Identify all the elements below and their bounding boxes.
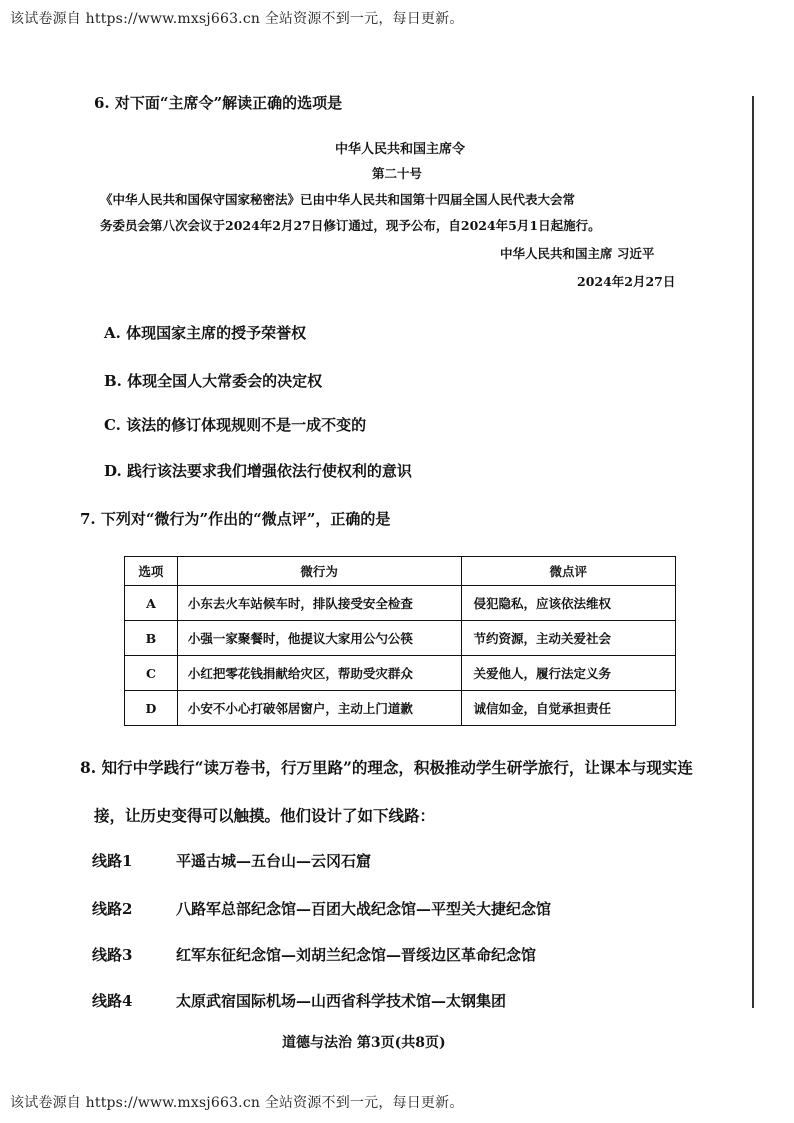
route-path: 红军东征纪念馆—刘胡兰纪念馆—晋绥边区革命纪念馆: [176, 946, 537, 964]
table-cell-option: D: [125, 691, 178, 726]
route-path: 八路军总部纪念馆—百团大战纪念馆—平型关大捷纪念馆: [176, 900, 552, 918]
table-cell-behavior: 小东去火车站候车时，排队接受安全检查: [177, 586, 461, 621]
table-cell-comment: 节约资源，主动关爱社会: [461, 621, 675, 656]
table-cell-option: A: [125, 586, 178, 621]
decree-date: 2024年2月27日: [577, 274, 676, 289]
table-cell-behavior: 小强一家聚餐时，他提议大家用公勺公筷: [177, 621, 461, 656]
question-6-option-d: D. 践行该法要求我们增强依法行使权利的意识: [104, 462, 412, 480]
route-path: 太原武宿国际机场—山西省科学技术馆—太钢集团: [176, 992, 507, 1010]
question-8-stem-line-1: 8. 知行中学践行“读万卷书，行万里路”的理念，积极推动学生研学旅行，让课本与现实连: [80, 758, 693, 777]
decree-body-line-1: 《中华人民共和国保守国家秘密法》已由中华人民共和国第十四届全国人民代表大会常: [100, 192, 576, 207]
table-cell-behavior: 小安不小心打破邻居窗户，主动上门道歉: [177, 691, 461, 726]
question-6-option-b: B. 体现全国人大常委会的决定权: [104, 372, 323, 390]
watermark-bottom: 该试卷源自 https://www.mxsj663.cn 全站资源不到一元，每日更新。: [10, 1095, 464, 1111]
question-6-option-a: A. 体现国家主席的授予荣誉权: [104, 324, 307, 342]
route-label: 线路4: [92, 992, 133, 1010]
margin-rule: [752, 96, 754, 1008]
table-row: [125, 621, 676, 656]
table-cell-behavior: 小红把零花钱捐献给灾区，帮助受灾群众: [177, 656, 461, 691]
watermark-top: 该试卷源自 https://www.mxsj663.cn 全站资源不到一元，每日更新。: [10, 11, 464, 27]
table-cell-option: B: [125, 621, 178, 656]
route-path: 平遥古城—五台山—云冈石窟: [176, 852, 372, 870]
route-label: 线路1: [92, 852, 133, 870]
decree-body-line-2: 务委员会第八次会议于2024年2月27日修订通过，现予公布，自2024年5月1日起施行。: [100, 218, 601, 233]
question-7-table: [124, 556, 676, 726]
question-6-option-c: C. 该法的修订体现规则不是一成不变的: [104, 416, 367, 434]
table-header-behavior: 微行为: [177, 557, 461, 586]
route-label: 线路2: [92, 900, 133, 918]
table-header-row: [125, 557, 676, 586]
table-row: [125, 691, 676, 726]
question-6-stem: 6. 对下面“主席令”解读正确的选项是: [94, 94, 343, 112]
table-cell-comment: 侵犯隐私，应该依法维权: [461, 586, 675, 621]
table-cell-comment: 关爱他人，履行法定义务: [461, 656, 675, 691]
question-8-stem-line-2: 接，让历史变得可以触摸。他们设计了如下线路：: [94, 806, 436, 825]
decree-number: 第二十号: [372, 166, 423, 181]
decree-signature: 中华人民共和国主席 习近平: [500, 246, 655, 261]
decree-title: 中华人民共和国主席令: [335, 142, 466, 157]
page-footer: 道德与法治 第3页(共8页): [282, 1035, 446, 1051]
table-row: [125, 656, 676, 691]
table-header-option: 选项: [125, 557, 178, 586]
table-cell-option: C: [125, 656, 178, 691]
table-cell-comment: 诚信如金，自觉承担责任: [461, 691, 675, 726]
route-label: 线路3: [92, 946, 133, 964]
table-header-comment: 微点评: [461, 557, 675, 586]
question-7-stem: 7. 下列对“微行为”作出的“微点评”，正确的是: [80, 510, 391, 528]
table-row: [125, 586, 676, 621]
